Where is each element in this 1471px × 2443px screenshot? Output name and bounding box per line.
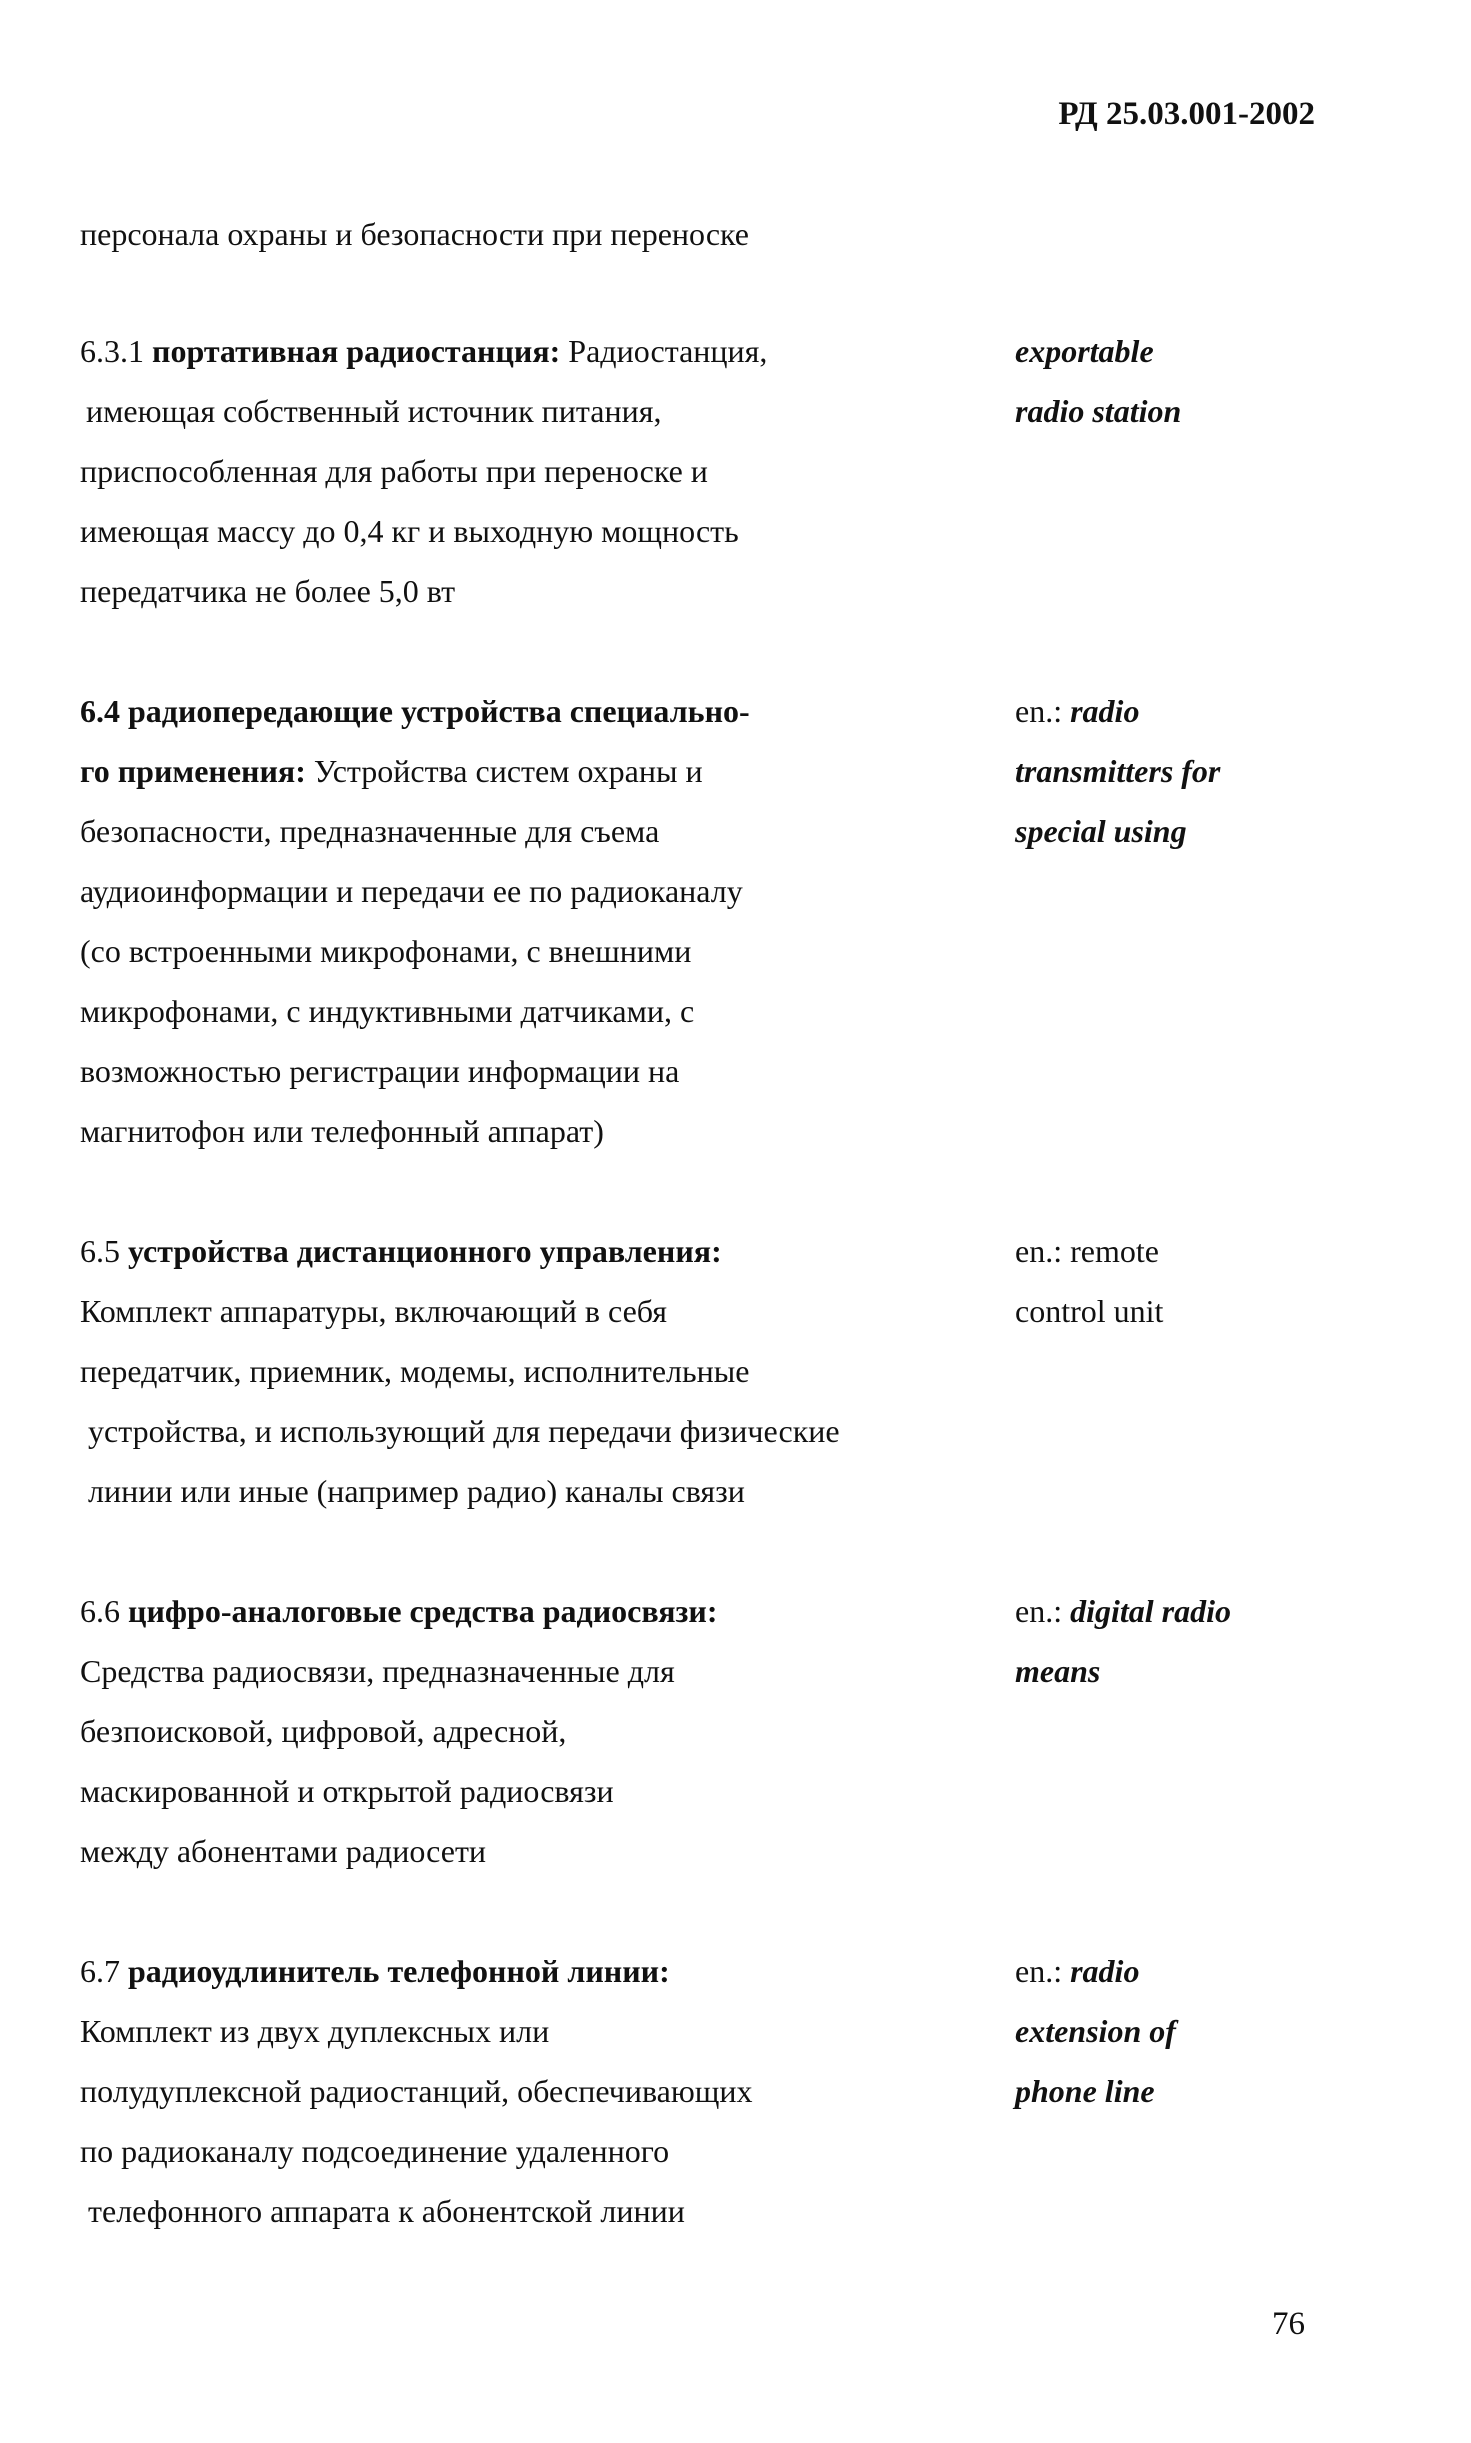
entry-lead-rest: Радиостанция, <box>568 333 768 369</box>
entry-en-line <box>1015 1953 1139 1990</box>
entry-lead-line-2 <box>80 753 703 790</box>
entry-line: имеющая массу до 0,4 кг и выходную мощность <box>80 513 739 549</box>
entry-term: цифро-аналоговые средства радиосвязи: <box>128 1593 718 1629</box>
entry-en-line <box>1015 1593 1231 1630</box>
entry-number: 6.7 <box>80 1953 120 1989</box>
entry-line: линии или иные (например радио) каналы связи <box>88 1473 745 1509</box>
entry-en-term: radio station <box>1015 393 1182 429</box>
entry-en-term: special using <box>1015 813 1187 849</box>
entry-term: го применения: <box>80 753 306 789</box>
entry-line: приспособленная для работы при переноске и <box>80 453 708 489</box>
entry-line: передатчика не более 5,0 вт <box>80 573 456 609</box>
page-number: 76 <box>1272 2306 1305 2342</box>
entry-line: безпоисковой, цифровой, адресной, <box>80 1713 567 1749</box>
entry-en-term: control unit <box>1015 1293 1164 1329</box>
entry-line: устройства, и использующий для передачи физические <box>88 1413 840 1449</box>
entry-line: по радиоканалу подсоединение удаленного <box>80 2133 670 2169</box>
entry-en-term: transmitters for <box>1015 753 1221 789</box>
entry-en-term: means <box>1015 1653 1101 1689</box>
entry-en-term: digital radio <box>1070 1593 1231 1629</box>
intro-line: персонала охраны и безопасности при переноске <box>80 216 749 252</box>
en-prefix: en.: <box>1015 693 1063 729</box>
entry-number: 6.3.1 <box>80 333 144 369</box>
entry-term: портативная радиостанция: <box>152 333 561 369</box>
entry-term: радиоудлинитель телефонной линии: <box>128 1953 670 1989</box>
entry-en-term: phone line <box>1015 2073 1155 2109</box>
entry-line: маскированной и открытой радиосвязи <box>80 1773 614 1809</box>
entry-en-line <box>1015 693 1139 730</box>
entry-line: Комплект аппаратуры, включающий в себя <box>80 1293 667 1329</box>
entry-line: безопасности, предназначенные для съема <box>80 813 660 849</box>
entry-line: (со встроенными микрофонами, с внешними <box>80 933 692 969</box>
document-code: РД 25.03.001-2002 <box>1058 96 1315 132</box>
entry-line: возможностью регистрации информации на <box>80 1053 680 1089</box>
entry-en-term: extension of <box>1015 2013 1176 2049</box>
en-prefix: en.: <box>1015 1233 1063 1269</box>
entry-lead-line <box>80 1593 717 1630</box>
entry-number: 6.4 <box>80 693 120 729</box>
entry-line: Комплект из двух дуплексных или <box>80 2013 550 2049</box>
entry-lead-rest: Устройства систем охраны и <box>313 753 703 789</box>
entry-en-term: remote <box>1070 1233 1159 1269</box>
entry-lead-line <box>80 1953 670 1990</box>
entry-line: магнитофон или телефонный аппарат) <box>80 1113 604 1149</box>
entry-line: передатчик, приемник, модемы, исполнительные <box>80 1353 750 1389</box>
entry-line: Средства радиосвязи, предназначенные для <box>80 1653 675 1689</box>
entry-line: полудуплексной радиостанций, обеспечивающих <box>80 2073 753 2109</box>
en-prefix: en.: <box>1015 1953 1063 1989</box>
entry-line: микрофонами, с индуктивными датчиками, с <box>80 993 695 1029</box>
entry-term: радиопередающие устройства специально- <box>128 693 750 729</box>
entry-en-term: exportable <box>1015 333 1154 369</box>
entry-line: аудиоинформации и передачи ее по радиоканалу <box>80 873 743 909</box>
entry-en-line <box>1015 1233 1159 1270</box>
entry-line: между абонентами радиосети <box>80 1833 487 1869</box>
entry-en-term: radio <box>1070 693 1140 729</box>
entry-line: телефонного аппарата к абонентской линии <box>88 2193 685 2229</box>
entry-en-term: radio <box>1070 1953 1140 1989</box>
entry-term: устройства дистанционного управления: <box>128 1233 722 1269</box>
entry-line: имеющая собственный источник питания, <box>86 393 662 429</box>
entry-lead-line <box>80 1233 722 1270</box>
entry-number: 6.6 <box>80 1593 120 1629</box>
entry-lead-line <box>80 333 767 370</box>
entry-number: 6.5 <box>80 1233 120 1269</box>
en-prefix: en.: <box>1015 1593 1063 1629</box>
entry-lead-line <box>80 693 750 730</box>
